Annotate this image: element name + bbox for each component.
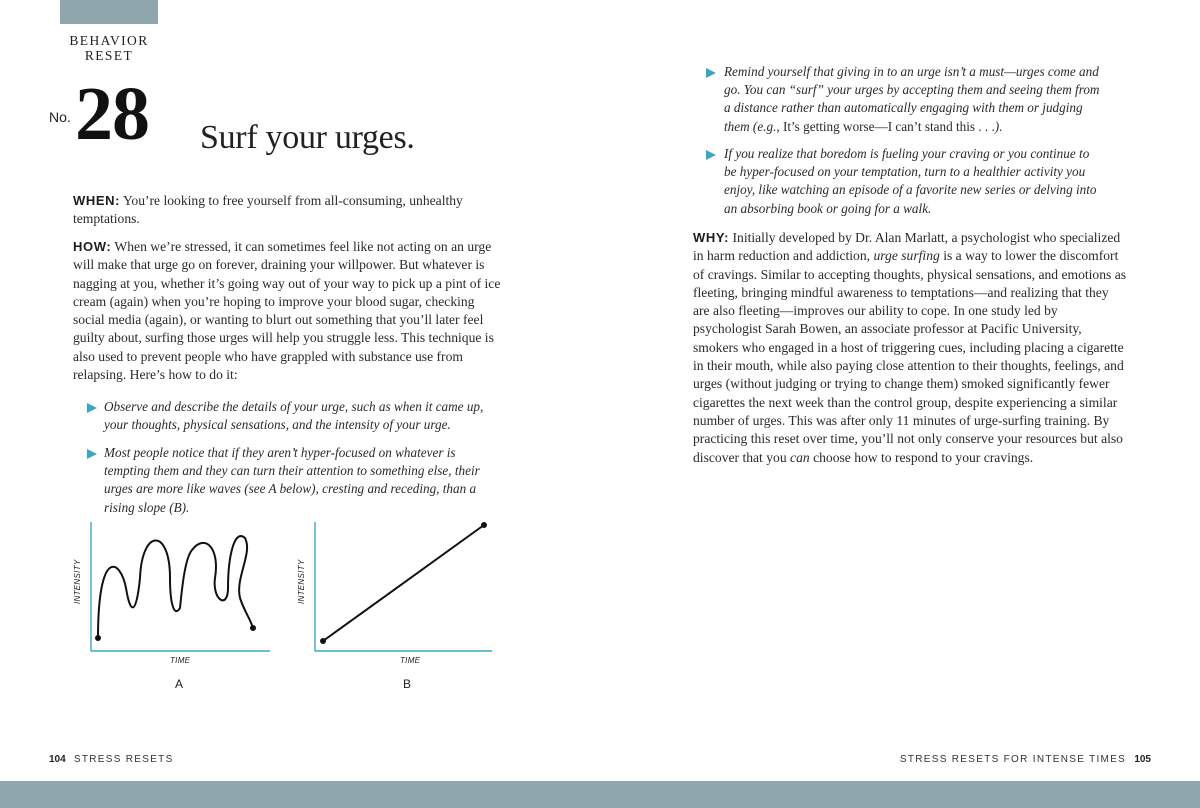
figure-a-caption: A <box>175 677 184 691</box>
when-label: WHEN: <box>73 193 121 208</box>
bottom-band-decoration <box>0 781 1200 808</box>
why-text-3: choose how to respond to your cravings. <box>809 449 1034 465</box>
bullet-triangle-icon <box>87 449 97 459</box>
how-paragraph <box>73 238 501 384</box>
bullet-observe: Observe and describe the details of your urge, such as when it came up, your thoughts, physical sensations, and the intensity of your urge. <box>104 399 484 433</box>
figure-b-end-point <box>481 522 487 528</box>
footer-right-text: STRESS RESETS FOR INTENSE TIMES <box>899 754 1127 765</box>
page-number-right: 105 <box>1134 754 1151 765</box>
bullet-triangle-icon <box>706 150 716 160</box>
section-label-line1: BEHAVIOR <box>69 33 149 48</box>
figure-b-xlabel: TIME <box>400 656 421 665</box>
bullet-boredom: If you realize that boredom is fueling your craving or you continue to be hyper-focused on your temptation, turn to a healthier activity you enjoy, like watching an episode of a favorite new series or delving into an absorbing book or going for a walk. <box>724 146 1097 216</box>
footer-left-text: STRESS RESETS <box>73 754 174 765</box>
when-paragraph <box>73 192 498 229</box>
bullet-triangle-icon <box>706 68 716 78</box>
bullet-remind-text: Remind yourself that giving in to an urge isn’t a must—urges come and go. You can “surf” your urges by accepting them and seeing them from a distance rather than automatically engaging with them or judging them ( <box>724 64 1100 134</box>
bullet-remind-eg: e.g., <box>757 118 780 134</box>
figure-a-ylabel: INTENSITY <box>73 559 82 604</box>
why-text-1: Initially developed by Dr. Alan Marlatt, a psychologist who specialized in harm reduction and addiction, <box>693 230 1121 264</box>
figure-a-waves <box>70 518 275 668</box>
figure-a-xlabel: TIME <box>170 656 191 665</box>
bullet-waves: Most people notice that if they aren’t hyper-focused on whatever is tempting them and they can turn their attention to something else, their urges are more like waves (see A below), cresting and receding, than a rising slope (B). <box>104 445 480 515</box>
why-text-2: is a way to lower the discomfort of cravings. Similar to accepting thoughts, physical sensations, and emotions as fleeting, bringing mindful awareness to temptations—and realizing that they are also fleeting—improves our ability to cope. In one study led by psychologist Sarah Bowen, an associate professor at Pacific University, smokers who engaged in a host of triggering cues, including placing a cigarette in their mouth, while also paying close attention to their thoughts, feelings, and urges (without judging or trying to change them) smoked significantly fewer cigarettes the next week than the control group, despite experiencing a similar number of urges. This was after only 11 minutes of urge-surfing training. By practicing this reset over time, you’ll not only conserve your resources but also discover that you <box>693 248 1127 465</box>
section-label-line2: RESET <box>84 48 134 63</box>
figure-b-caption: B <box>403 677 412 691</box>
bullet-remind <box>724 63 1109 136</box>
section-label <box>60 33 158 63</box>
why-label: WHY: <box>693 230 730 245</box>
how-label: HOW: <box>73 239 112 254</box>
figure-b-start-point <box>320 638 326 644</box>
page-number-left: 104 <box>49 754 66 765</box>
bullet-remind-quote: It’s getting worse—I can’t stand this . . . <box>779 118 995 134</box>
why-term: urge surfing <box>873 248 940 264</box>
footer-right <box>900 754 1151 765</box>
bullet-remind-end: ). <box>994 118 1003 134</box>
how-text: When we’re stressed, it can sometimes feel like not acting on an urge will make that urge go on forever, draining your willpower. But whatever is nagging at you, whether it’s going way out of your way to pick up a pint of ice cream (again) when you’re hoping to improve your blood sugar, checking social media (again), or wanting to blurt out something that you’ll later feel guilty about, surfing those urges will help you struggle less. This technique is also used to prevent people who have grappled with substance use from relapsing. Here’s how to do it: <box>73 239 501 383</box>
reset-number: 28 <box>75 72 149 156</box>
why-can: can <box>790 449 810 465</box>
when-text: You’re looking to free yourself from all-consuming, unhealthy temptations. <box>73 193 463 227</box>
figure-a-end-point <box>250 625 256 631</box>
bullet-triangle-icon <box>87 403 97 413</box>
figure-b-slope <box>294 518 499 668</box>
section-tab-decoration <box>60 0 158 24</box>
figure-a-start-point <box>95 635 101 641</box>
why-paragraph <box>693 229 1128 467</box>
figure-a-wave-line <box>98 536 253 638</box>
figure-b-ylabel: INTENSITY <box>297 559 306 604</box>
footer-left <box>49 754 174 765</box>
figure-b-slope-line <box>323 525 484 641</box>
page-title: Surf your urges. <box>200 119 415 156</box>
number-prefix: No. <box>49 109 71 125</box>
